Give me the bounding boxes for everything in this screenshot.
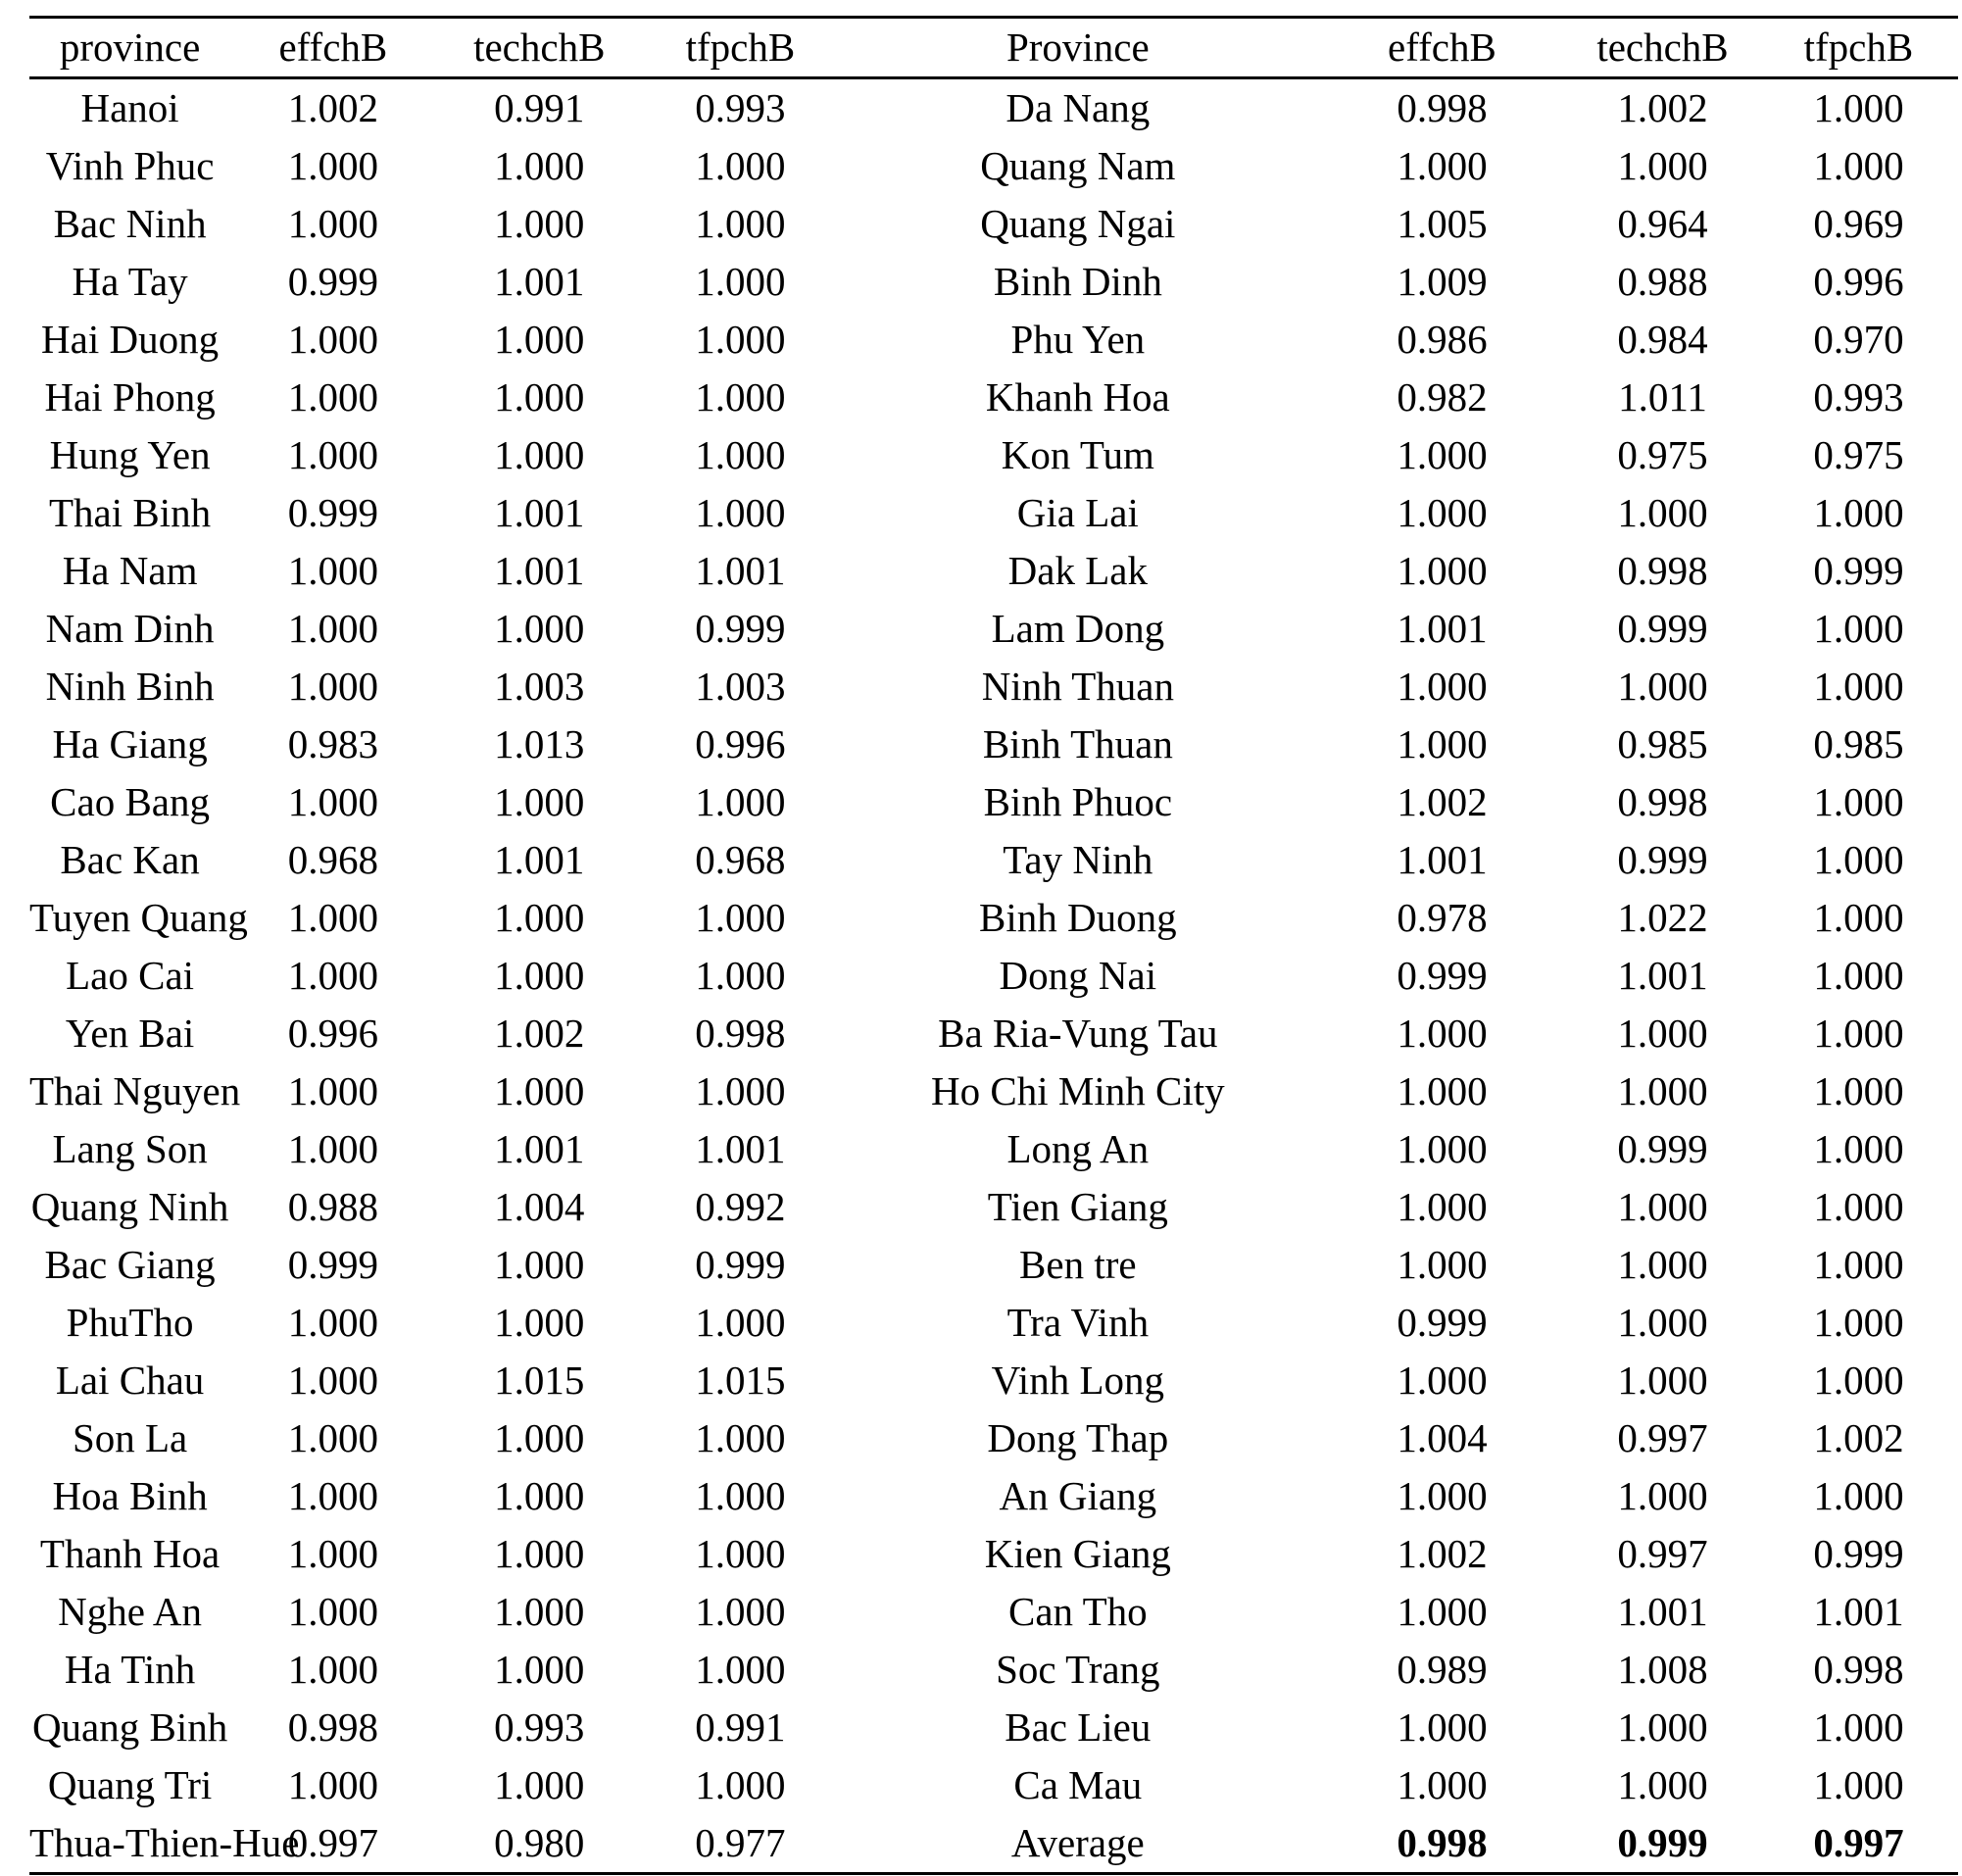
value-cell: 1.000	[1397, 1473, 1488, 1518]
value-cell: 1.000	[695, 317, 786, 362]
value-cell: 0.999	[1813, 1531, 1904, 1576]
table-row	[29, 1756, 1958, 1814]
value-cell: 0.997	[1617, 1531, 1708, 1576]
province-cell: Hoa Binh	[52, 1473, 208, 1518]
value-cell: 1.000	[1397, 1589, 1488, 1634]
value-cell: 1.001	[695, 1126, 786, 1171]
value-cell: 0.985	[1617, 721, 1708, 766]
province-cell: Gia Lai	[1016, 490, 1139, 535]
value-cell: 1.000	[1397, 1184, 1488, 1229]
province-cell: Binh Dinh	[993, 259, 1162, 304]
value-cell: 1.000	[1397, 1011, 1488, 1056]
value-cell: 1.000	[1617, 1473, 1708, 1518]
province-cell: Ninh Thuan	[981, 664, 1174, 709]
value-cell: 1.002	[1397, 1531, 1488, 1576]
value-cell: 0.986	[1397, 317, 1488, 362]
value-cell: 1.000	[1617, 1762, 1708, 1807]
value-cell: 1.000	[1617, 1300, 1708, 1345]
table-row	[29, 1583, 1958, 1641]
province-cell: Ha Giang	[52, 721, 208, 766]
value-cell: 1.009	[1397, 259, 1488, 304]
column-header-tfpchB-left: tfpchB	[685, 25, 796, 70]
value-cell: 1.000	[287, 1589, 378, 1634]
value-cell: 1.000	[695, 895, 786, 940]
value-cell: 1.000	[494, 1300, 585, 1345]
value-cell: 0.968	[287, 837, 378, 882]
province-cell: An Giang	[999, 1473, 1157, 1518]
value-cell: 0.999	[695, 1242, 786, 1287]
table-row	[29, 658, 1958, 716]
value-cell: 0.998	[695, 1011, 786, 1056]
value-cell: 1.000	[695, 259, 786, 304]
province-cell: Lam Dong	[991, 606, 1165, 651]
value-cell: 1.000	[1617, 1184, 1708, 1229]
value-cell: 1.000	[1813, 1184, 1904, 1229]
value-cell: 1.000	[1397, 1762, 1488, 1807]
value-cell: 0.991	[695, 1704, 786, 1750]
province-cell: Dong Nai	[999, 953, 1157, 998]
value-cell: 1.000	[1813, 1762, 1904, 1807]
province-cell: Quang Tri	[47, 1762, 213, 1807]
province-cell: Vinh Phuc	[45, 143, 215, 188]
value-cell: 1.000	[494, 1473, 585, 1518]
value-cell: 1.000	[494, 374, 585, 420]
value-cell: 0.997	[1813, 1820, 1904, 1865]
value-cell: 0.970	[1813, 317, 1904, 362]
column-header-techchB-left: techchB	[473, 25, 606, 70]
value-cell: 1.000	[287, 1473, 378, 1518]
value-cell: 0.989	[1397, 1647, 1488, 1692]
value-cell: 1.000	[287, 201, 378, 246]
table-row	[29, 542, 1958, 600]
value-cell: 1.013	[494, 721, 585, 766]
value-cell: 0.999	[1617, 1820, 1708, 1865]
value-cell: 1.000	[1813, 953, 1904, 998]
value-cell: 1.000	[287, 432, 378, 477]
province-cell: Da Nang	[1006, 85, 1151, 130]
value-cell: 1.000	[287, 1300, 378, 1345]
value-cell: 1.000	[1397, 490, 1488, 535]
table-row	[29, 253, 1958, 311]
value-cell: 0.999	[287, 259, 378, 304]
province-cell: Tuyen Quang	[29, 895, 248, 940]
value-cell: 1.000	[287, 664, 378, 709]
province-cell: Binh Phuoc	[983, 779, 1173, 824]
value-cell: 1.000	[695, 1531, 786, 1576]
value-cell: 1.002	[287, 85, 378, 130]
value-cell: 0.975	[1813, 432, 1904, 477]
value-cell: 0.969	[1813, 201, 1904, 246]
value-cell: 1.000	[287, 953, 378, 998]
province-cell: Ho Chi Minh City	[931, 1068, 1225, 1113]
province-cell: PhuTho	[66, 1300, 194, 1345]
table-row	[29, 78, 1958, 138]
value-cell: 0.998	[1813, 1647, 1904, 1692]
value-cell: 1.002	[494, 1011, 585, 1056]
table-row	[29, 1005, 1958, 1062]
value-cell: 1.004	[494, 1184, 585, 1229]
province-cell: Quang Binh	[31, 1704, 228, 1750]
value-cell: 0.997	[287, 1820, 378, 1865]
value-cell: 1.000	[695, 1415, 786, 1460]
value-cell: 1.000	[287, 1068, 378, 1113]
value-cell: 1.000	[1813, 143, 1904, 188]
value-cell: 1.000	[287, 1358, 378, 1403]
value-cell: 1.000	[494, 953, 585, 998]
province-cell: Quang Nam	[980, 143, 1176, 188]
table-row	[29, 137, 1958, 195]
province-cell: Nghe An	[58, 1589, 203, 1634]
value-cell: 1.000	[695, 1068, 786, 1113]
province-cell: Lai Chau	[55, 1358, 205, 1403]
province-cell: Hanoi	[80, 85, 179, 130]
province-cell: Lang Son	[52, 1126, 208, 1171]
value-cell: 0.999	[287, 1242, 378, 1287]
province-cell: Bac Ninh	[53, 201, 207, 246]
value-cell: 1.000	[287, 143, 378, 188]
value-cell: 1.001	[494, 1126, 585, 1171]
value-cell: 1.000	[1813, 85, 1904, 130]
table-row	[29, 716, 1958, 773]
value-cell: 1.000	[1617, 1068, 1708, 1113]
value-cell: 1.000	[1617, 1704, 1708, 1750]
value-cell: 1.001	[494, 259, 585, 304]
value-cell: 1.015	[494, 1358, 585, 1403]
value-cell: 1.001	[1397, 606, 1488, 651]
value-cell: 1.001	[1397, 837, 1488, 882]
value-cell: 0.982	[1397, 374, 1488, 420]
province-cell: Binh Thuan	[982, 721, 1173, 766]
value-cell: 0.999	[1617, 606, 1708, 651]
column-header-province-left: province	[59, 25, 201, 70]
value-cell: 1.000	[1813, 1068, 1904, 1113]
value-cell: 1.000	[1397, 721, 1488, 766]
value-cell: 1.005	[1397, 201, 1488, 246]
value-cell: 0.988	[287, 1184, 378, 1229]
province-cell: Ninh Binh	[45, 664, 215, 709]
province-cell: Dong Thap	[987, 1415, 1169, 1460]
value-cell: 1.001	[494, 548, 585, 593]
value-cell: 1.000	[1617, 664, 1708, 709]
column-header-effchB-left: effchB	[278, 25, 388, 70]
value-cell: 1.000	[695, 143, 786, 188]
value-cell: 1.000	[494, 1531, 585, 1576]
table-row	[29, 831, 1958, 889]
province-cell: Average	[1010, 1820, 1145, 1865]
value-cell: 1.000	[494, 432, 585, 477]
value-cell: 1.000	[1617, 490, 1708, 535]
province-cell: Kon Tum	[1001, 432, 1154, 477]
province-cell: Lao Cai	[66, 953, 195, 998]
value-cell: 1.002	[1617, 85, 1708, 130]
value-cell: 1.000	[1813, 1358, 1904, 1403]
province-cell: Cao Bang	[50, 779, 210, 824]
value-cell: 0.993	[1813, 374, 1904, 420]
table-row	[29, 1467, 1958, 1525]
value-cell: 1.000	[695, 1473, 786, 1518]
table-row	[29, 311, 1958, 369]
province-cell: Bac Kan	[60, 837, 200, 882]
value-cell: 1.000	[1617, 143, 1708, 188]
province-cell: Binh Duong	[979, 895, 1177, 940]
value-cell: 0.999	[1813, 548, 1904, 593]
value-cell: 1.000	[1397, 664, 1488, 709]
column-header-techchB-right: techchB	[1596, 25, 1729, 70]
province-cell: Ben tre	[1019, 1242, 1137, 1287]
value-cell: 1.000	[1813, 1300, 1904, 1345]
value-cell: 1.000	[695, 1300, 786, 1345]
value-cell: 1.000	[695, 953, 786, 998]
province-cell: Thanh Hoa	[39, 1531, 221, 1576]
value-cell: 1.000	[695, 432, 786, 477]
value-cell: 0.993	[494, 1704, 585, 1750]
value-cell: 1.002	[1397, 779, 1488, 824]
value-cell: 0.996	[287, 1011, 378, 1056]
value-cell: 1.001	[494, 837, 585, 882]
value-cell: 1.000	[494, 1589, 585, 1634]
province-cell: Tay Ninh	[1003, 837, 1153, 882]
value-cell: 0.968	[695, 837, 786, 882]
value-cell: 1.000	[695, 779, 786, 824]
value-cell: 1.000	[494, 143, 585, 188]
value-cell: 1.011	[1618, 374, 1707, 420]
value-cell: 1.000	[1397, 1704, 1488, 1750]
value-cell: 1.000	[1813, 1704, 1904, 1750]
value-cell: 1.000	[1397, 1068, 1488, 1113]
value-cell: 1.004	[1397, 1415, 1488, 1460]
province-cell: Hai Phong	[44, 374, 216, 420]
value-cell: 1.000	[287, 548, 378, 593]
value-cell: 0.998	[1617, 779, 1708, 824]
value-cell: 1.000	[494, 606, 585, 651]
value-cell: 1.000	[494, 1068, 585, 1113]
value-cell: 1.000	[287, 1531, 378, 1576]
value-cell: 1.022	[1617, 895, 1708, 940]
value-cell: 1.000	[1813, 1473, 1904, 1518]
value-cell: 0.998	[1397, 85, 1488, 130]
value-cell: 1.001	[695, 548, 786, 593]
value-cell: 1.000	[1617, 1358, 1708, 1403]
value-cell: 1.000	[1813, 1242, 1904, 1287]
province-cell: Nam Dinh	[45, 606, 215, 651]
value-cell: 1.000	[695, 1589, 786, 1634]
province-cell: Hai Duong	[41, 317, 220, 362]
table-row	[29, 1120, 1958, 1178]
value-cell: 0.997	[1617, 1415, 1708, 1460]
province-cell: Tien Giang	[987, 1184, 1168, 1229]
value-cell: 1.000	[695, 374, 786, 420]
value-cell: 1.000	[695, 201, 786, 246]
table-row	[29, 1641, 1958, 1699]
value-cell: 1.000	[1397, 1126, 1488, 1171]
value-cell: 0.984	[1617, 317, 1708, 362]
value-cell: 1.000	[287, 606, 378, 651]
table-row	[29, 369, 1958, 426]
value-cell: 1.002	[1813, 1415, 1904, 1460]
province-cell: Thua-Thien-Hue	[29, 1820, 300, 1865]
table-row	[29, 1062, 1958, 1120]
province-cell: Bac Lieu	[1005, 1704, 1152, 1750]
value-cell: 1.000	[1813, 895, 1904, 940]
value-cell: 0.977	[695, 1820, 786, 1865]
value-cell: 1.000	[494, 1762, 585, 1807]
value-cell: 1.000	[1617, 1011, 1708, 1056]
value-cell: 0.999	[1617, 1126, 1708, 1171]
province-cell: Soc Trang	[996, 1647, 1160, 1692]
province-cell: Kien Giang	[984, 1531, 1171, 1576]
value-cell: 0.985	[1813, 721, 1904, 766]
value-cell: 1.003	[494, 664, 585, 709]
value-cell: 1.000	[1617, 1242, 1708, 1287]
table-row	[29, 1525, 1958, 1583]
column-header-effchB-right: effchB	[1388, 25, 1496, 70]
province-cell: Ca Mau	[1013, 1762, 1143, 1807]
value-cell: 0.980	[494, 1820, 585, 1865]
table-body	[29, 78, 1958, 1874]
value-cell: 1.003	[695, 664, 786, 709]
province-cell: Can Tho	[1008, 1589, 1148, 1634]
table-row	[29, 889, 1958, 947]
value-cell: 1.000	[1813, 606, 1904, 651]
value-cell: 1.000	[287, 779, 378, 824]
value-cell: 1.000	[494, 1242, 585, 1287]
value-cell: 0.978	[1397, 895, 1488, 940]
value-cell: 0.999	[1617, 837, 1708, 882]
table-row	[29, 1294, 1958, 1352]
value-cell: 1.000	[1397, 143, 1488, 188]
value-cell: 1.000	[695, 1762, 786, 1807]
table-row	[29, 195, 1958, 253]
value-cell: 1.001	[1617, 953, 1708, 998]
province-cell: Ha Tinh	[64, 1647, 196, 1692]
column-header-tfpchB-right: tfpchB	[1803, 25, 1914, 70]
value-cell: 0.999	[287, 490, 378, 535]
province-cell: Bac Giang	[44, 1242, 216, 1287]
value-cell: 1.001	[1813, 1589, 1904, 1634]
value-cell: 1.000	[1813, 664, 1904, 709]
productivity-table	[29, 16, 1958, 1875]
value-cell: 1.015	[695, 1358, 786, 1403]
table-row	[29, 1409, 1958, 1467]
table-row	[29, 1699, 1958, 1756]
value-cell: 0.988	[1617, 259, 1708, 304]
value-cell: 1.000	[1813, 1126, 1904, 1171]
value-cell: 0.991	[494, 85, 585, 130]
value-cell: 1.000	[1813, 837, 1904, 882]
value-cell: 0.998	[287, 1704, 378, 1750]
value-cell: 1.001	[1617, 1589, 1708, 1634]
value-cell: 1.000	[287, 374, 378, 420]
value-cell: 0.999	[1397, 953, 1488, 998]
value-cell: 1.000	[1397, 1358, 1488, 1403]
column-header-province-right: Province	[1006, 25, 1150, 70]
value-cell: 1.000	[1397, 1242, 1488, 1287]
value-cell: 1.000	[494, 1415, 585, 1460]
table-row	[29, 1814, 1958, 1874]
header-row	[29, 18, 1958, 78]
value-cell: 1.000	[494, 317, 585, 362]
province-cell: Quang Ngai	[980, 201, 1176, 246]
value-cell: 0.993	[695, 85, 786, 130]
value-cell: 1.000	[494, 201, 585, 246]
table-row	[29, 484, 1958, 542]
table-row	[29, 947, 1958, 1005]
province-cell: Thai Binh	[49, 490, 212, 535]
value-cell: 0.999	[1397, 1300, 1488, 1345]
province-cell: Ba Ria-Vung Tau	[938, 1011, 1218, 1056]
value-cell: 1.000	[1397, 548, 1488, 593]
province-cell: Khanh Hoa	[985, 374, 1170, 420]
province-cell: Hung Yen	[49, 432, 211, 477]
province-cell: Phu Yen	[1010, 317, 1146, 362]
value-cell: 0.996	[695, 721, 786, 766]
table-row	[29, 1236, 1958, 1294]
province-cell: Dak Lak	[1007, 548, 1148, 593]
value-cell: 1.000	[287, 1762, 378, 1807]
value-cell: 1.000	[695, 490, 786, 535]
province-cell: Yen Bai	[65, 1011, 195, 1056]
table-row	[29, 773, 1958, 831]
value-cell: 1.000	[287, 317, 378, 362]
value-cell: 1.000	[494, 779, 585, 824]
province-cell: Ha Tay	[72, 259, 188, 304]
value-cell: 1.000	[1813, 490, 1904, 535]
value-cell: 0.998	[1617, 548, 1708, 593]
value-cell: 1.000	[494, 1647, 585, 1692]
province-cell: Thai Nguyen	[29, 1068, 241, 1113]
value-cell: 0.992	[695, 1184, 786, 1229]
value-cell: 1.000	[494, 895, 585, 940]
province-cell: Quang Ninh	[30, 1184, 229, 1229]
value-cell: 1.008	[1617, 1647, 1708, 1692]
value-cell: 0.983	[287, 721, 378, 766]
value-cell: 0.998	[1397, 1820, 1488, 1865]
province-cell: Ha Nam	[62, 548, 198, 593]
province-cell: Son La	[72, 1415, 188, 1460]
value-cell: 0.996	[1813, 259, 1904, 304]
value-cell: 0.964	[1617, 201, 1708, 246]
province-cell: Long An	[1006, 1126, 1150, 1171]
value-cell: 1.000	[287, 1126, 378, 1171]
table-row	[29, 1178, 1958, 1236]
value-cell: 1.000	[1397, 432, 1488, 477]
value-cell: 1.000	[1813, 1011, 1904, 1056]
value-cell: 0.975	[1617, 432, 1708, 477]
value-cell: 1.000	[695, 1647, 786, 1692]
province-cell: Tra Vinh	[1006, 1300, 1150, 1345]
table-row	[29, 1352, 1958, 1409]
table-container	[29, 16, 1958, 1875]
province-cell: Vinh Long	[991, 1358, 1164, 1403]
table-row	[29, 426, 1958, 484]
value-cell: 1.000	[287, 895, 378, 940]
value-cell: 0.999	[695, 606, 786, 651]
value-cell: 1.000	[287, 1647, 378, 1692]
value-cell: 1.000	[287, 1415, 378, 1460]
table-row	[29, 600, 1958, 658]
value-cell: 1.000	[1813, 779, 1904, 824]
value-cell: 1.001	[494, 490, 585, 535]
